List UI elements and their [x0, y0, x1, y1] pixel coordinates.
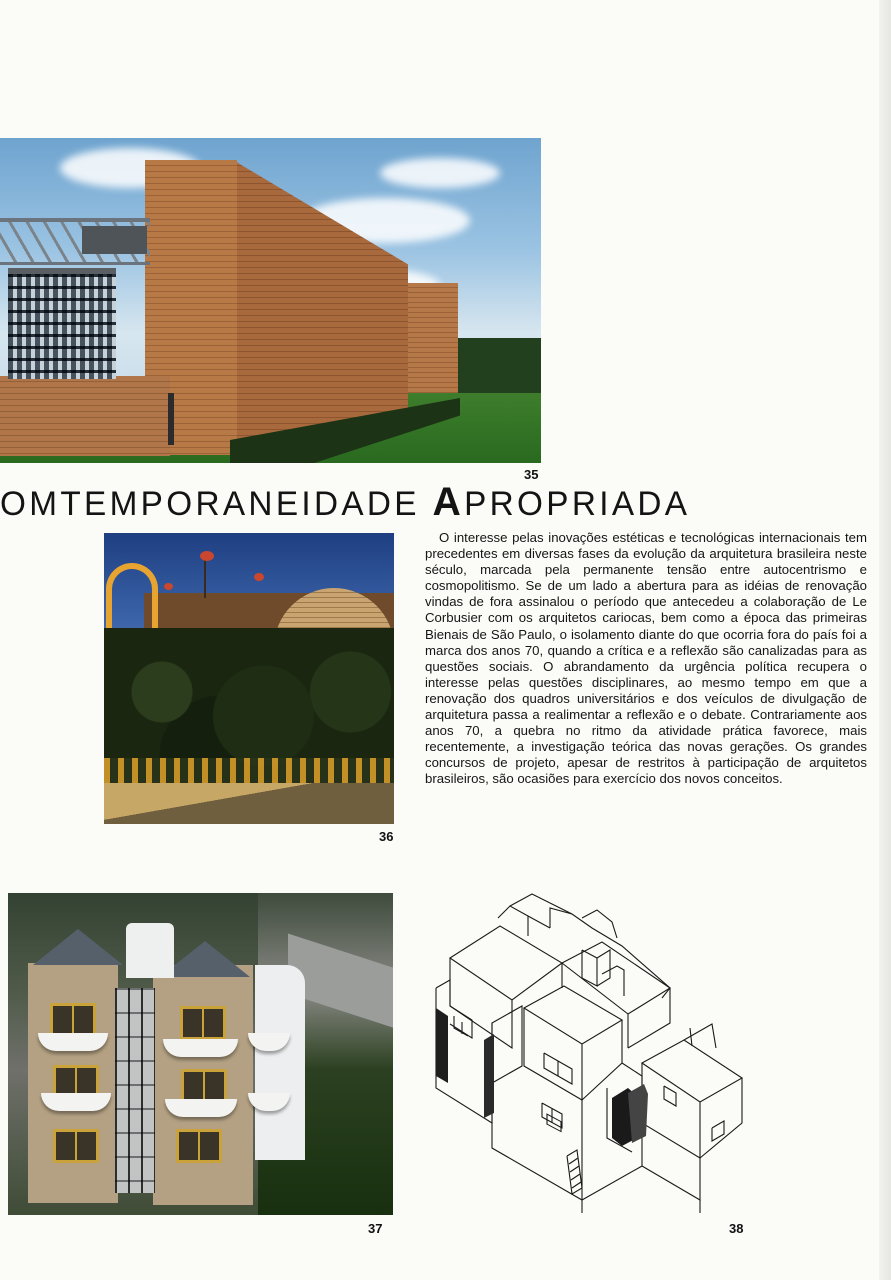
curved-balcony: [165, 1099, 237, 1117]
photo-garden-building: [104, 533, 394, 824]
flower-cluster: [200, 551, 214, 561]
window: [176, 1129, 222, 1163]
window: [181, 1069, 227, 1103]
curved-balcony: [38, 1033, 108, 1051]
trees: [455, 338, 541, 398]
sidewalk: [104, 783, 394, 824]
canopy: [82, 226, 147, 254]
photo-brick-building: [0, 138, 541, 463]
louvered-screen: [8, 268, 116, 379]
wall-slit: [168, 393, 174, 445]
drawing-lines: [436, 894, 742, 1213]
glazed-stairwell: [115, 988, 155, 1193]
photo-residential-building: [8, 893, 393, 1215]
window: [53, 1129, 99, 1163]
headline: [0, 482, 853, 524]
headline-rest: PROPRIADA: [464, 485, 691, 523]
figure-number-36: 36: [379, 829, 394, 844]
axonometric-drawing: [432, 888, 750, 1218]
pyramid-roof: [33, 929, 123, 965]
figure-number-35: 35: [524, 467, 539, 482]
cloud: [380, 158, 500, 188]
body-paragraph: O interesse pelas inovações estéticas e tecnológicas internacionais tem precedentes em diversas fases da evolução da arquitetura brasileira neste século, marcada pela permanente tensão entre autocentrismo e cosmopolitismo. Se de um lado a abertura para as idéias de renovação vindas de fora assinalou o período que antecedeu a colaboração de Le Corbusier com os arquitetos cariocas, bem como a época das primeiras Bienais de São Paulo, o isolamento diante do que ocorria fora do país foi a marca dos anos 70, quando a crítica e a reflexão são canalizadas para as questões sociais. O abrandamento da urgência política recupera o interesse pelas questões disciplinares, ao mesmo tempo em que a renovação dos quadros universitários e dos veículos de divulgação de arquitetura passa a realimentar a reflexão e o debate. Contrariamente aos anos 70, a quebra no ritmo da atividade prática favorece, mais recentemente, a investigação teórica das novas gerações. Os grandes concursos de projeto, apesar de restritos à participação de arquitetos brasileiros, são ocasiões para exercício dos novos conceitos.: [425, 530, 867, 787]
headline-initial: A: [432, 480, 465, 524]
curved-balcony: [41, 1093, 111, 1111]
dark-facade-band: [436, 1008, 448, 1083]
headline-lead: OMTEMPORANEIDADE: [0, 485, 433, 523]
rooftop-drum: [126, 923, 174, 978]
window: [180, 1006, 226, 1040]
curved-balcony: [163, 1039, 238, 1057]
page-edge: [879, 0, 891, 1280]
white-curved-wall: [255, 965, 305, 1160]
brick-base: [0, 376, 170, 456]
flower-cluster: [164, 583, 173, 590]
flower-cluster: [254, 573, 264, 581]
figure-number-37: 37: [368, 1221, 383, 1236]
far-brick-wall: [400, 283, 458, 393]
window: [50, 1003, 96, 1037]
figure-number-38: 38: [729, 1221, 744, 1236]
dark-facade-band: [484, 1034, 494, 1118]
